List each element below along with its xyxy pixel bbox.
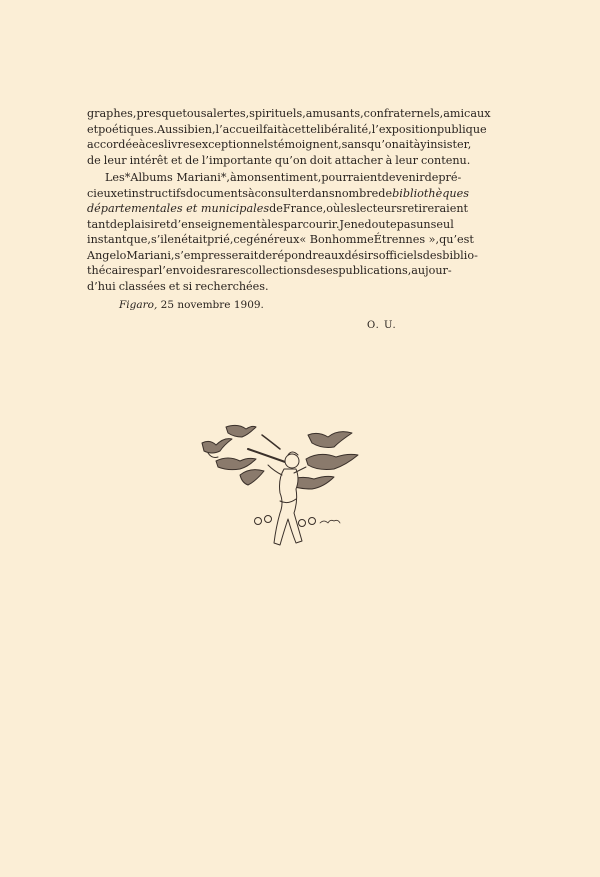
word: insister, bbox=[426, 138, 472, 151]
bird-icon bbox=[306, 454, 358, 469]
word: les bbox=[340, 202, 357, 215]
word: Angelo bbox=[87, 248, 127, 262]
word: prié, bbox=[207, 233, 234, 246]
bird-icon bbox=[308, 432, 352, 448]
bird-icon bbox=[240, 470, 264, 485]
word: mon bbox=[236, 171, 262, 184]
word: publique bbox=[436, 122, 487, 136]
word: qu’on bbox=[367, 138, 399, 151]
word: plaisir bbox=[123, 217, 160, 231]
text-line bbox=[87, 122, 487, 138]
word: d’hui bbox=[87, 279, 116, 293]
word: Les bbox=[105, 171, 125, 184]
cherub-figure bbox=[268, 452, 306, 545]
word: seul bbox=[430, 217, 454, 231]
word: était bbox=[181, 233, 208, 246]
text-line bbox=[87, 263, 452, 279]
word: qu’est bbox=[439, 233, 474, 246]
word: lecteurs bbox=[356, 202, 403, 215]
word: en bbox=[167, 233, 182, 246]
word: presque bbox=[136, 107, 183, 120]
word: si bbox=[182, 279, 193, 293]
word: et bbox=[159, 217, 171, 231]
dateline bbox=[119, 299, 264, 311]
word: thécaires bbox=[87, 264, 140, 277]
word: l’importante bbox=[201, 153, 272, 167]
word: contenu. bbox=[421, 153, 471, 167]
word: devenir bbox=[381, 171, 425, 184]
bird-icon bbox=[216, 458, 256, 470]
word: l’exposition bbox=[371, 122, 437, 136]
word: Mariani, bbox=[126, 248, 175, 262]
word: un bbox=[416, 217, 431, 231]
word: de bbox=[424, 171, 439, 184]
artist-signature-mark bbox=[320, 520, 340, 523]
word: « Bonhomme bbox=[299, 233, 374, 246]
text-line bbox=[87, 186, 469, 202]
word: accordée bbox=[87, 138, 139, 151]
text-line bbox=[87, 248, 478, 264]
word: tant bbox=[87, 217, 110, 231]
text-line bbox=[87, 170, 462, 186]
word: parcourir. bbox=[283, 217, 340, 231]
word: ait bbox=[398, 138, 414, 151]
text-line bbox=[87, 232, 474, 248]
word: ces bbox=[145, 138, 165, 151]
word: recherchées. bbox=[195, 279, 269, 293]
word: consulter bbox=[254, 186, 308, 200]
word: de bbox=[185, 153, 199, 167]
word: et bbox=[168, 279, 180, 293]
word: répondre bbox=[272, 248, 325, 262]
word: que, bbox=[126, 233, 151, 246]
text-line bbox=[87, 201, 469, 217]
word: de bbox=[306, 264, 321, 277]
word: biblio- bbox=[442, 248, 478, 262]
word: de bbox=[87, 153, 101, 167]
word: instant bbox=[87, 233, 127, 246]
article-body bbox=[87, 106, 491, 294]
word: généreux bbox=[246, 233, 300, 246]
word: instructifs bbox=[128, 186, 186, 200]
word: leur bbox=[395, 153, 418, 167]
word: amicaux bbox=[443, 107, 491, 120]
word: officiels bbox=[378, 248, 423, 262]
word: départementales et municipales bbox=[87, 202, 270, 215]
word: graphes, bbox=[87, 107, 137, 120]
word: des bbox=[422, 248, 443, 262]
word: poétiques. bbox=[98, 122, 158, 136]
word: libéralité, bbox=[316, 122, 372, 136]
word: documents bbox=[185, 186, 248, 200]
word: fait bbox=[262, 122, 282, 136]
word: à bbox=[247, 186, 255, 200]
word: classées bbox=[118, 279, 166, 293]
word: et bbox=[170, 153, 183, 167]
word: des bbox=[196, 264, 216, 277]
word: témoignent, bbox=[273, 138, 342, 151]
dateline-date: 25 novembre 1909. bbox=[160, 299, 264, 311]
word: France, bbox=[282, 202, 327, 215]
word: ses bbox=[320, 264, 339, 277]
bird-icon bbox=[226, 425, 256, 437]
word: ce bbox=[233, 233, 247, 246]
word: alertes, bbox=[206, 107, 250, 120]
word: cette bbox=[288, 122, 317, 136]
word: bibliothèques bbox=[392, 186, 469, 200]
word: amusants, bbox=[305, 107, 364, 120]
word: Étrennes », bbox=[373, 233, 440, 246]
word: désirs bbox=[344, 248, 379, 262]
author-signature: O. U. bbox=[367, 320, 397, 331]
bird-icon bbox=[202, 439, 232, 458]
word: l’accueil bbox=[215, 122, 263, 136]
word: à bbox=[281, 122, 289, 136]
word: intérêt bbox=[129, 153, 168, 167]
word: y bbox=[420, 138, 427, 151]
word: de bbox=[109, 217, 124, 231]
word: à bbox=[260, 217, 268, 231]
word: à bbox=[138, 138, 146, 151]
word: pré- bbox=[438, 171, 462, 184]
word: s’il bbox=[150, 233, 168, 246]
word: aux bbox=[324, 248, 345, 262]
dateline-source: Figaro, bbox=[119, 299, 158, 311]
word: aujour- bbox=[411, 264, 452, 277]
word: sentiment, bbox=[261, 171, 322, 184]
word: spirituels, bbox=[249, 107, 306, 120]
word: publications, bbox=[338, 264, 412, 277]
paragraph-2 bbox=[87, 170, 478, 294]
word: ne bbox=[350, 217, 365, 231]
word: livres bbox=[164, 138, 196, 151]
word: doute bbox=[364, 217, 397, 231]
word: sans bbox=[341, 138, 367, 151]
word: pourraient bbox=[321, 171, 382, 184]
word: pas bbox=[396, 217, 417, 231]
text-line bbox=[87, 137, 472, 153]
word: rares bbox=[215, 264, 246, 277]
word: et bbox=[87, 122, 99, 136]
word: doit bbox=[309, 153, 332, 167]
word: à bbox=[413, 138, 421, 151]
text-line bbox=[87, 106, 491, 122]
word: d’enseignement bbox=[170, 217, 261, 231]
word: attacher bbox=[334, 153, 383, 167]
word: où bbox=[326, 202, 341, 215]
word: exceptionnels bbox=[195, 138, 274, 151]
text-line bbox=[87, 153, 471, 169]
word: cieux bbox=[87, 186, 117, 200]
word: dans bbox=[307, 186, 335, 200]
word: l’envoi bbox=[158, 264, 197, 277]
word: s’empresserait bbox=[174, 248, 259, 262]
word: à bbox=[229, 171, 237, 184]
word: nombre bbox=[334, 186, 379, 200]
word: *Albums Mariani*, bbox=[124, 171, 230, 184]
word: qu’on bbox=[274, 153, 307, 167]
paragraph-1 bbox=[87, 106, 491, 168]
word: de bbox=[269, 202, 283, 215]
word: retireraient bbox=[402, 202, 469, 215]
word: les bbox=[267, 217, 284, 231]
word: de bbox=[258, 248, 273, 262]
word: confraternels, bbox=[363, 107, 444, 120]
word: collections bbox=[245, 264, 307, 277]
word: leur bbox=[103, 153, 127, 167]
word: bien, bbox=[187, 122, 216, 136]
word: par bbox=[139, 264, 159, 277]
text-line bbox=[87, 279, 440, 295]
word: de bbox=[378, 186, 393, 200]
word: tous bbox=[182, 107, 207, 120]
word: Je bbox=[339, 217, 351, 231]
text-line bbox=[87, 217, 454, 233]
vignette-illustration bbox=[188, 415, 360, 555]
word: et bbox=[116, 186, 129, 200]
word: à bbox=[385, 153, 393, 167]
word: Aussi bbox=[157, 122, 188, 136]
